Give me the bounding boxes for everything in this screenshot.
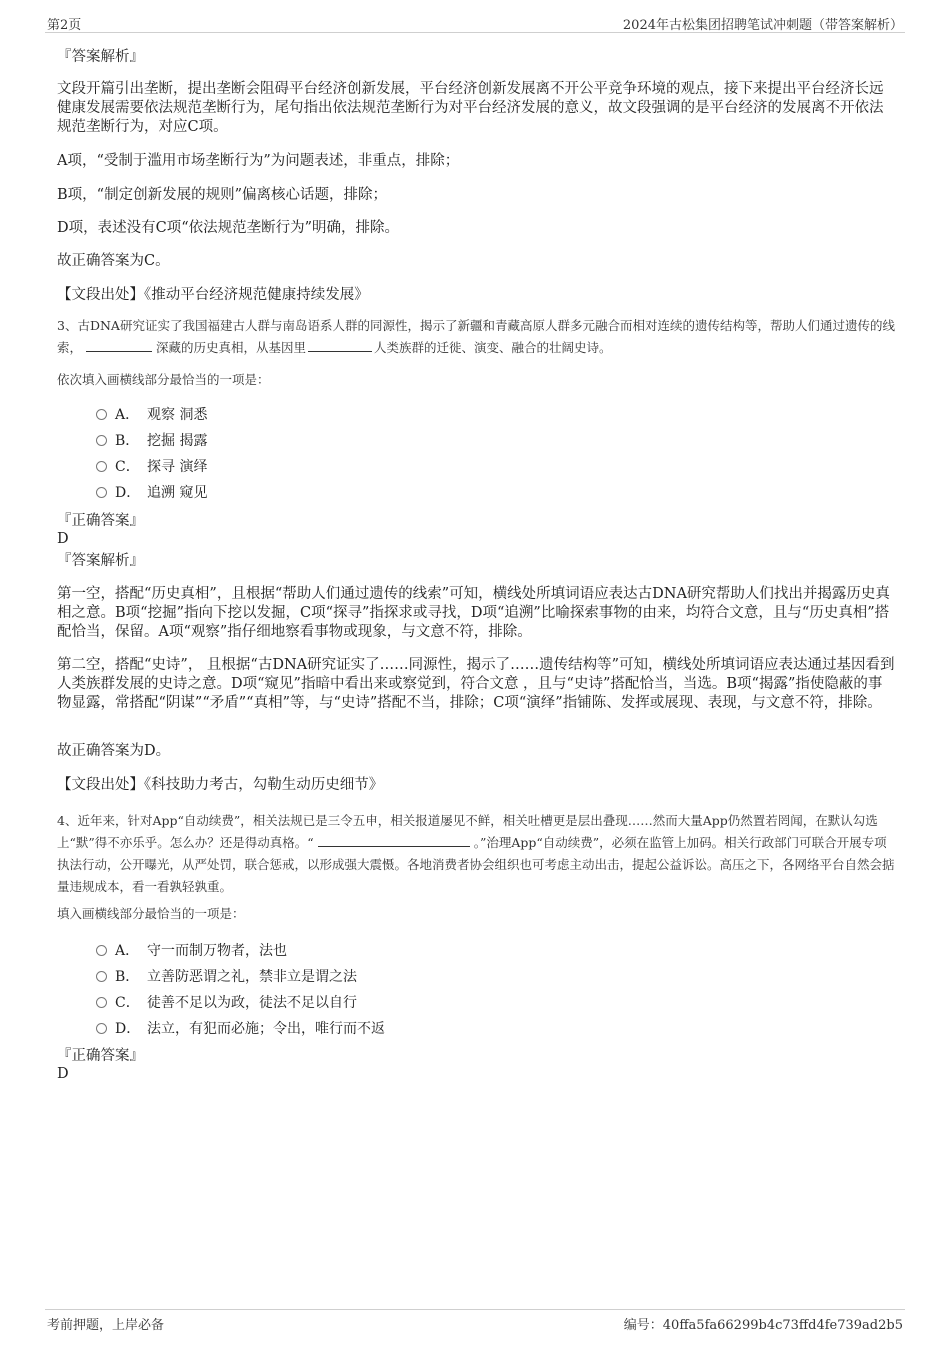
q2-analysis-label: 『答案解析』 <box>57 49 144 65</box>
page-footer <box>45 1309 905 1332</box>
q3-option-a[interactable]: A． 观察 洞悉 <box>96 405 207 425</box>
radio-icon[interactable] <box>96 487 107 498</box>
radio-icon[interactable] <box>96 409 107 420</box>
q3-analysis-1: 第一空，搭配“历史真相”，且根据“帮助人们通过遗传的线索”可知，横线处所填词语应表达古DNA研究帮助人们找出并揭露历史真相之意。B项“挖掘”指向下挖以发掘，C项“探寻”指探求或寻找，D项“追溯”比喻探索事物的由来，均符合文意，且与“历史真相”搭配恰当，保留。A项“观察”指仔细地察看事物或现象，与文意不符，排除。 <box>57 586 890 640</box>
q2-conclusion: 故正确答案为C。 <box>57 253 170 269</box>
document-title: 2024年古松集团招聘笔试冲刺题（带答案解析） <box>622 18 903 33</box>
q3-conclusion: 故正确答案为D。 <box>57 743 171 759</box>
q4-option-b[interactable]: B． 立善防恶谓之礼，禁非立是谓之法 <box>96 967 357 987</box>
radio-icon[interactable] <box>96 1023 107 1034</box>
q3-option-d[interactable]: D． 追溯 窥见 <box>96 483 207 503</box>
q3-analysis-label: 『答案解析』 <box>57 553 144 569</box>
radio-icon[interactable] <box>96 997 107 1008</box>
q4-option-a[interactable]: A． 守一而制万物者，法也 <box>96 941 287 961</box>
q2-source: 【文段出处】《推动平台经济规范健康持续发展》 <box>57 287 369 303</box>
q3-analysis-2: 第二空，搭配“史诗”， 且根据“古DNA研究证实了……同源性，揭示了……遗传结构等”可知，横线处所填词语应表达通过基因看到人类族群发展的史诗之意。D项“窥见”指暗中看出来或察觉到，符合文意 ，且与“史诗”搭配恰当，当选。B项“揭露”指使隐蔽的事物显露，常搭配“阴谋”“矛盾”“真相”等，与“史诗”搭配不当，排除；C项“演绎”指铺陈、发挥或展现、表现，与文意不符，排除。 <box>57 657 895 711</box>
radio-icon[interactable] <box>96 461 107 472</box>
footer-slogan: 考前押题，上岸必备 <box>47 1318 165 1333</box>
q4-prompt: 填入画横线部分最恰当的一项是： <box>57 906 245 921</box>
q4-stem: 4、近年来，针对App“自动续费”，相关法规已是三令五申，相关报道屡见不鲜，相关吐槽更是层出叠现……然而大量App仍然置若罔闻，在默认勾选上“默”得不亦乐乎。怎么办？还是得动真格。“ 。”治理App“自动续费”，必须在监管上加码。相关行政部门可联合开展专项执法行动，公开曝光，从严处罚，联合惩戒，以形成强大震慑。各地消费者协会组织也可考虑主动出击，提起公益诉讼。高压之下，各网络平台自然会掂量违规成本，看一看孰轻孰重。 <box>57 813 895 894</box>
q2-analysis-a: A项，“受制于滥用市场垄断行为”为问题表述，非重点，排除； <box>57 153 460 169</box>
q2-analysis-b: B项，“制定创新发展的规则”偏离核心话题，排除； <box>57 187 387 203</box>
q3-answer: D <box>57 531 69 547</box>
q4-option-d[interactable]: D． 法立，有犯而必施；令出，唯行而不返 <box>96 1019 385 1039</box>
radio-icon[interactable] <box>96 971 107 982</box>
q3-blank-2 <box>308 339 372 352</box>
document-code: 编号：40ffa5fa66299b4c73ffd4fe739ad2b5 <box>623 1318 903 1333</box>
q2-analysis-d: D项，表述没有C项“依法规范垄断行为”明确，排除。 <box>57 220 400 236</box>
q4-blank <box>318 834 470 847</box>
page-number: 第2页 <box>47 18 82 33</box>
q2-analysis-text: 文段开篇引出垄断，提出垄断会阻碍平台经济创新发展，平台经济创新发展离不开公平竞争环境的观点，接下来提出平台经济长远健康发展需要依法规范垄断行为，尾句指出依法规范垄断行为对平台经济发展的意义，故文段强调的是平台经济的发展离不开依法规范垄断行为，对应C项。 <box>57 81 884 135</box>
q4-answer-label: 『正确答案』 <box>57 1048 144 1064</box>
q3-option-b[interactable]: B． 挖掘 揭露 <box>96 431 207 451</box>
q4-answer: D <box>57 1066 69 1082</box>
q3-option-c[interactable]: C． 探寻 演绎 <box>96 457 207 477</box>
radio-icon[interactable] <box>96 435 107 446</box>
q3-source: 【文段出处】《科技助力考古，勾勒生动历史细节》 <box>57 777 384 793</box>
q3-answer-label: 『正确答案』 <box>57 513 144 529</box>
page-header <box>45 12 905 33</box>
q3-stem: 3、古DNA研究证实了我国福建古人群与南岛语系人群的同源性，揭示了新疆和青藏高原人群多元融合而相对连续的遗传结构等，帮助人们通过遗传的线索， 深藏的历史真相，从基因里 人类族群的迁徙、演变、融合的壮阔史诗。 <box>57 318 895 355</box>
radio-icon[interactable] <box>96 945 107 956</box>
q3-blank-1 <box>86 339 152 352</box>
q4-option-c[interactable]: C． 徒善不足以为政，徒法不足以自行 <box>96 993 357 1013</box>
q3-prompt: 依次填入画横线部分最恰当的一项是： <box>57 372 270 387</box>
